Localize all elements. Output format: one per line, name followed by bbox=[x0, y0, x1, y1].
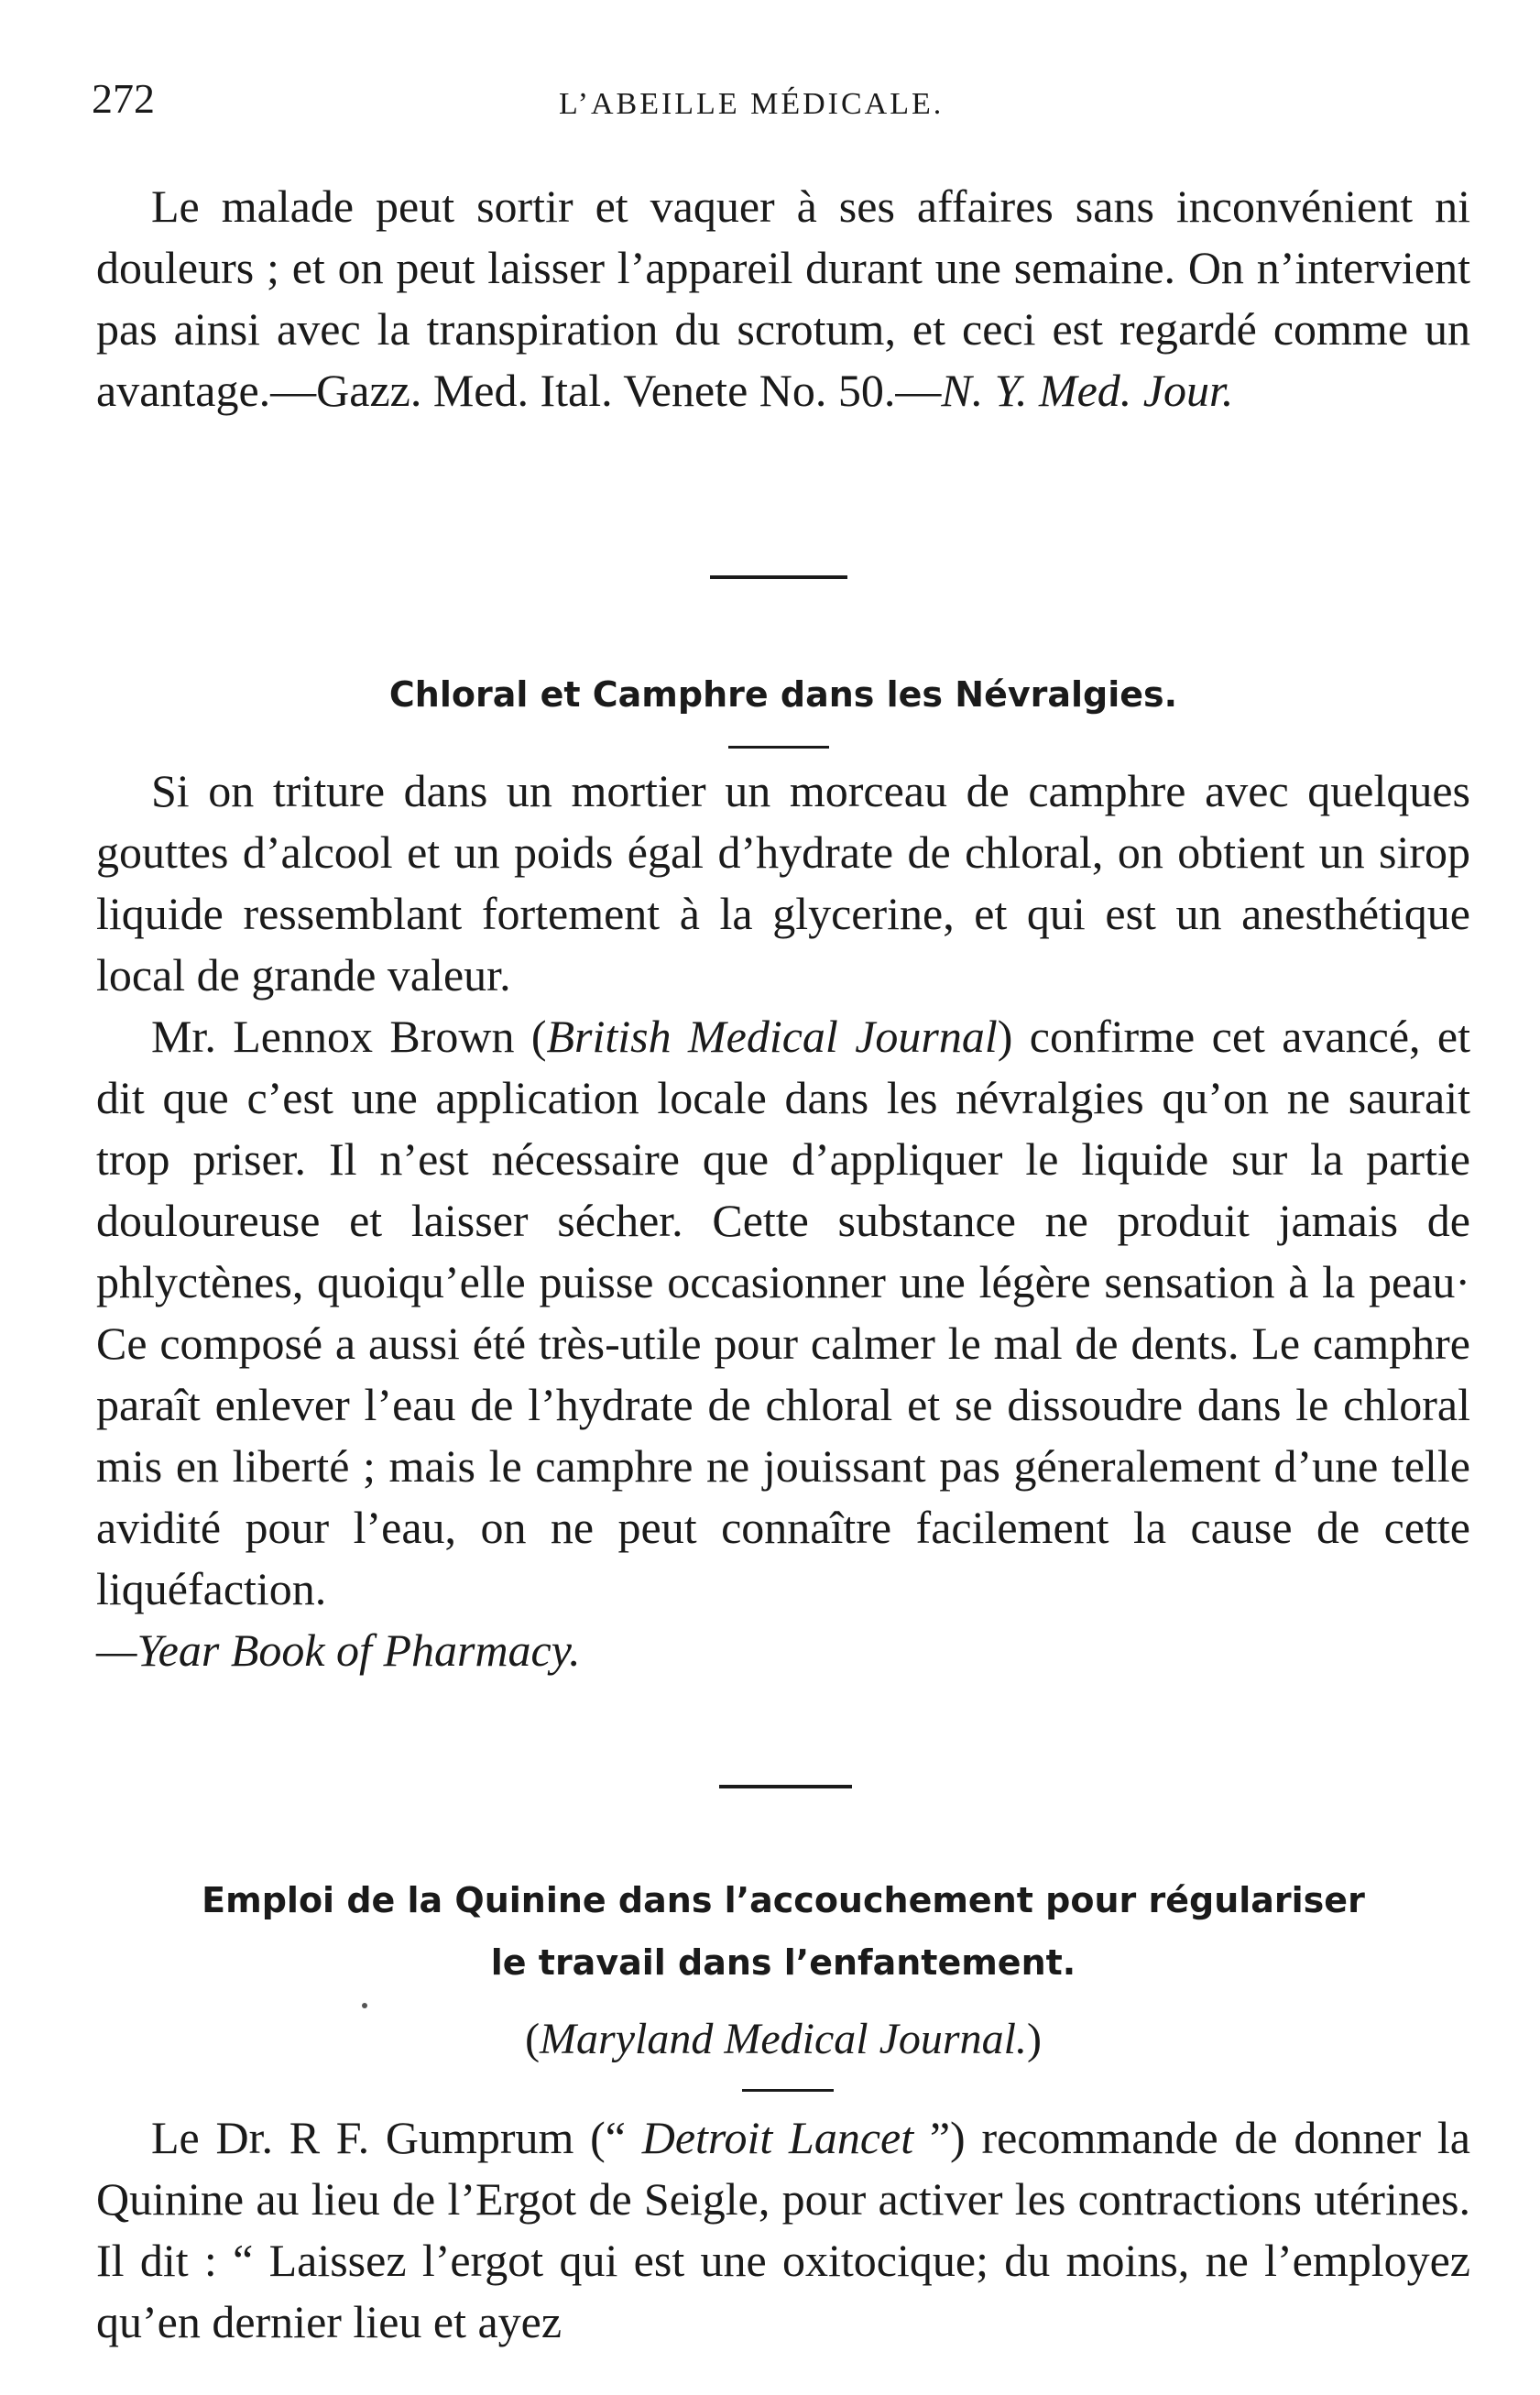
intro-paragraph-block bbox=[96, 176, 1470, 421]
article1-para2-rest: ) confirme cet avancé, et dit que c’est une application locale dans les névralgies qu’on ne saurait trop priser. Il n’est nécessaire que d’appliquer le liquide sur la partie douloureuse et laisser sécher. Cette substance ne produit jamais de phlyctènes, quoiqu’elle puisse occasionner une légère sensation à la peau· Ce composé a aussi été très-utile pour calmer le mal de dents. Le camphre paraît enlever l’eau de l’hydrate de chloral et se dissoudre dans le chloral mis en liberté ; mais le camphre ne jouissant pas géneralement d’une telle avidité pour l’eau, on ne peut connaître facilement la cause de cette liquéfaction. bbox=[96, 1011, 1471, 1614]
article2-journal-name: Detroit Lancet bbox=[641, 2112, 914, 2163]
source-paren-open: ( bbox=[525, 2015, 541, 2063]
article1-paragraph-1: Si on triture dans un mortier un morceau de camphre avec quelques gouttes d’alcool et un poids égal d’hydrate de chloral, on obtient un sirop liquide ressemblant fortement à la glycerine, et qui est un anesthétique local de grande valeur. bbox=[96, 765, 1470, 1001]
article1-paragraph-2 bbox=[96, 1006, 1470, 1620]
article2-title-line-2: le travail dans l’enfantement. bbox=[490, 1942, 1076, 1983]
page-number: 272 bbox=[92, 75, 155, 122]
section-divider bbox=[710, 575, 847, 579]
article1-citation bbox=[96, 1620, 1470, 1681]
article2-paragraph-1 bbox=[96, 2107, 1470, 2353]
article1-para2-start: Mr. Lennox Brown ( bbox=[151, 1011, 547, 1062]
article2-title bbox=[96, 1869, 1470, 1994]
intro-citation: N. Y. Med. Jour. bbox=[941, 365, 1234, 416]
article2-para1-start: Le Dr. R F. Gumprum (“ bbox=[151, 2112, 642, 2163]
title-divider bbox=[728, 746, 829, 749]
article1-title: Chloral et Camphre dans les Névralgies. bbox=[388, 674, 1178, 715]
article2-title-line-1: Emploi de la Quinine dans l’accouchement pour régulariser bbox=[202, 1880, 1365, 1920]
intro-text: Le malade peut sortir et vaquer à ses affaires sans inconvénient ni douleurs ; et on peut laisser l’appareil durant une semaine. On n’intervient pas ainsi avec la transpiration du scrotum, et ceci est regardé comme un avantage.—Gazz. Med. Ital. Venete No. 50.— bbox=[96, 180, 1470, 416]
article2-body bbox=[96, 2107, 1470, 2353]
ink-speck bbox=[362, 2003, 367, 2008]
article2-para1-rest: ”) recommande de donner la Quinine au lieu de l’Ergot de Seigle, pour activer les contractions utérines. Il dit : “ Laissez l’ergot qui est une oxitocique; du moins, ne l’employez qu’en dernier lieu et ayez bbox=[96, 2112, 1470, 2347]
page-header bbox=[92, 71, 1466, 126]
intro-paragraph bbox=[96, 176, 1470, 421]
title-divider bbox=[742, 2089, 834, 2092]
section-divider bbox=[719, 1785, 852, 1788]
article1-journal-name: British Medical Journal bbox=[546, 1011, 998, 1062]
article2-source-journal: Maryland Medical Journal. bbox=[540, 2015, 1027, 2063]
article2-source bbox=[96, 2012, 1470, 2067]
source-paren-close: ) bbox=[1026, 2015, 1042, 2063]
article1-body bbox=[96, 760, 1470, 1681]
running-title: L’ABEILLE MÉDICALE. bbox=[559, 87, 945, 121]
article1-citation-text: —Year Book of Pharmacy. bbox=[96, 1624, 581, 1676]
